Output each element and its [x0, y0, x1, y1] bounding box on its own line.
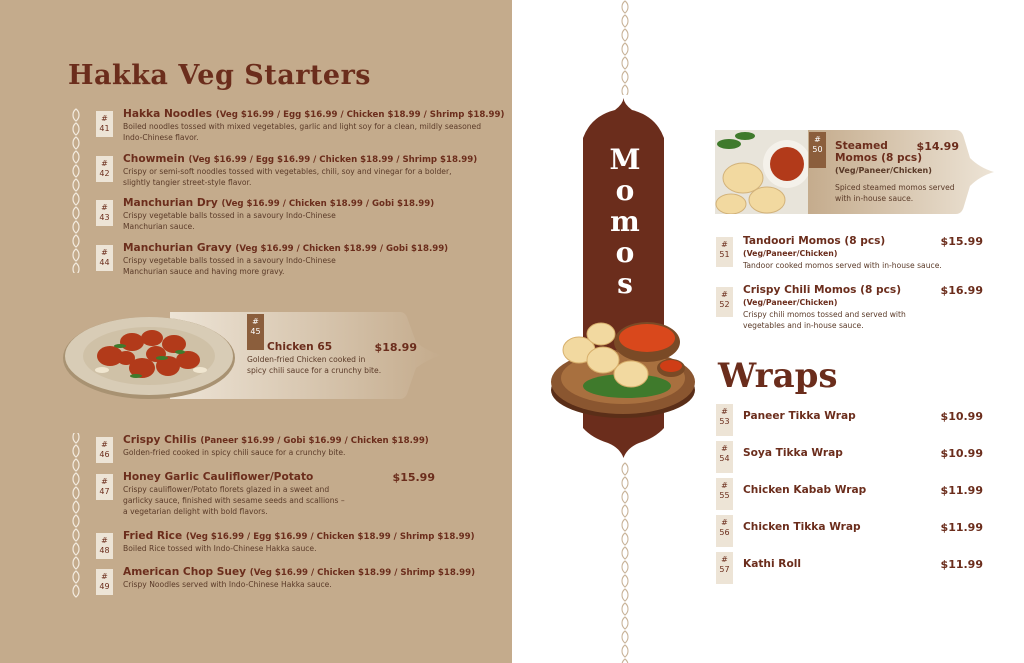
item-number-badge: # 57 [716, 552, 733, 584]
item-number-badge: # 43 [96, 200, 113, 226]
item-number-badge: # 50 [809, 132, 826, 168]
item-name: Chicken Tikka Wrap [743, 521, 861, 533]
item-sub: (Veg/Paneer/Chicken) [835, 166, 932, 175]
item-desc: Golden-fried cooked in spicy chili sauce for a crunchy bite. [123, 448, 346, 457]
item-name: Chicken 65 [267, 341, 333, 353]
section-title-wraps: Wraps [718, 356, 838, 396]
item-desc: Crispy or semi-soft noodles tossed with vegetables, chili, soy and vinegar for a bolder, [123, 167, 452, 176]
momos-title: M o m o s [609, 143, 641, 300]
item-desc: Boiled noodles tossed with mixed vegetables, garlic and light soy for a clean, mildly seasoned [123, 122, 482, 131]
item-name: Kathi Roll [743, 558, 801, 570]
item-price: $15.99 [940, 235, 983, 248]
item-number-badge: # 55 [716, 478, 733, 510]
item-name: Honey Garlic Cauliflower/Potato [123, 471, 314, 483]
item-number-badge: # 46 [96, 437, 113, 463]
menu-item-chicken-65 [247, 341, 417, 376]
menu-item-chowmein: Chowmein (Veg $16.99 / Egg $16.99 / Chicken $18.99 / Shrimp $18.99) Crispy or semi-soft noodles tossed with vegetables, chili, soy and vinegar for a bolder, slightly tangier street-style flavor. [123, 153, 478, 187]
item-name: Paneer Tikka Wrap [743, 410, 856, 422]
menu-item-honey-garlic [123, 471, 435, 517]
steamed-momos-image [715, 130, 808, 214]
item-number-badge: # 49 [96, 569, 113, 595]
menu-item-crispy-chili-momos [743, 284, 983, 331]
item-name: Crispy Chilis [123, 434, 197, 446]
item-price: $11.99 [940, 521, 983, 534]
item-number-badge: # 41 [96, 111, 113, 137]
menu-item-tandoori-momos [743, 235, 983, 271]
item-sub: (Veg/Paneer/Chicken) [743, 298, 838, 307]
chicken-65-plate-image [62, 312, 236, 400]
item-number-badge: # 56 [716, 515, 733, 547]
item-price: $14.99 [916, 140, 959, 153]
menu-item-soya-tikka-wrap [743, 447, 983, 459]
item-number-badge: # 53 [716, 404, 733, 436]
item-name: Steamed [835, 140, 888, 152]
item-variants: (Veg $16.99 / Egg $16.99 / Chicken $18.99 / Shrimp $18.99) [215, 110, 505, 120]
item-desc: Crispy vegetable balls tossed in a savoury Indo-Chinese [123, 256, 336, 265]
item-desc: Boiled Rice tossed with Indo-Chinese Hakka sauce. [123, 544, 317, 553]
item-number-badge: # 52 [716, 287, 733, 317]
item-sub: (Veg/Paneer/Chicken) [743, 249, 838, 258]
item-name: American Chop Suey [123, 566, 247, 578]
item-price: $10.99 [940, 410, 983, 423]
menu-item-paneer-tikka-wrap [743, 410, 983, 422]
item-desc: Tandoor cooked momos served with in-house sauce. [743, 261, 942, 270]
item-desc: Spiced steamed momos served with in-house sauce. [835, 183, 955, 203]
momos-bowl-image [549, 312, 699, 420]
item-name: Tandoori Momos (8 pcs) [743, 235, 886, 247]
menu-item-hakka-noodles: Hakka Noodles (Veg $16.99 / Egg $16.99 / Chicken $18.99 / Shrimp $18.99) Boiled noodles tossed with mixed vegetables, garlic and light soy for a clean, mildly seasoned Indo-Chinese flavor. [123, 108, 505, 142]
section-title-hakka: Hakka Veg Starters [68, 60, 372, 91]
item-variants: (Veg $16.99 / Chicken $18.99 / Shrimp $18.99) [249, 568, 475, 578]
item-variants: (Paneer $16.99 / Gobi $16.99 / Chicken $18.99) [200, 436, 429, 446]
item-price: $15.99 [392, 471, 435, 484]
item-variants: (Veg $16.99 / Egg $16.99 / Chicken $18.99 / Shrimp $18.99) [185, 532, 475, 542]
item-desc: Crispy cauliflower/Potato florets glazed in a sweet and garlicky sauce, finished with sesame seeds and scallions – a vegetarian delight with bold flavors. [123, 485, 345, 516]
item-desc: Crispy chili momos tossed and served with vegetables and in-house sauce. [743, 310, 906, 330]
item-name: Fried Rice [123, 530, 183, 542]
item-price: $11.99 [940, 558, 983, 571]
item-number-badge: # 42 [96, 156, 113, 182]
item-number-badge: # 44 [96, 245, 113, 271]
menu-item-manchurian-dry: Manchurian Dry (Veg $16.99 / Chicken $18.99 / Gobi $18.99) Crispy vegetable balls tossed in a savoury Indo-Chinese Manchurian sauce. [123, 197, 435, 231]
item-number-badge: # 47 [96, 474, 113, 500]
menu-item-steamed-momos [835, 140, 959, 204]
item-price: $10.99 [940, 447, 983, 460]
item-variants: (Veg $16.99 / Chicken $18.99 / Gobi $18.99) [221, 199, 435, 209]
item-price: $11.99 [940, 484, 983, 497]
menu-item-american-chop-suey [123, 566, 483, 590]
item-number-badge: # 45 [247, 314, 264, 350]
item-name: Manchurian Gravy [123, 242, 232, 254]
menu-item-chicken-kabab-wrap [743, 484, 983, 496]
item-name: Manchurian Dry [123, 197, 218, 209]
item-name: Hakka Noodles [123, 108, 213, 120]
item-price: $18.99 [374, 341, 417, 354]
menu-item-chicken-tikka-wrap [743, 521, 983, 533]
menu-item-fried-rice [123, 530, 483, 554]
item-number-badge: # 51 [716, 237, 733, 267]
menu-item-crispy-chilis [123, 434, 483, 458]
item-name-line2: Momos (8 pcs) [835, 152, 923, 164]
menu-item-kathi-roll [743, 558, 983, 570]
item-desc: Crispy Noodles served with Indo-Chinese Hakka sauce. [123, 580, 332, 589]
item-number-badge: # 54 [716, 441, 733, 473]
item-variants: (Veg $16.99 / Egg $16.99 / Chicken $18.99 / Shrimp $18.99) [188, 155, 478, 165]
item-name: Crispy Chili Momos (8 pcs) [743, 284, 902, 296]
menu-item-manchurian-gravy: Manchurian Gravy (Veg $16.99 / Chicken $18.99 / Gobi $18.99) Crispy vegetable balls tossed in a savoury Indo-Chinese Manchurian sauce and having more gravy. [123, 242, 449, 276]
item-price: $16.99 [940, 284, 983, 297]
item-name: Chowmein [123, 153, 185, 165]
item-name: Chicken Kabab Wrap [743, 484, 867, 496]
item-variants: (Veg $16.99 / Chicken $18.99 / Gobi $18.99) [235, 244, 449, 254]
item-desc: Golden-fried Chicken cooked in spicy chili sauce for a crunchy bite. [247, 355, 382, 375]
item-desc: Crispy vegetable balls tossed in a savoury Indo-Chinese [123, 211, 336, 220]
item-name: Soya Tikka Wrap [743, 447, 843, 459]
item-number-badge: # 48 [96, 533, 113, 559]
